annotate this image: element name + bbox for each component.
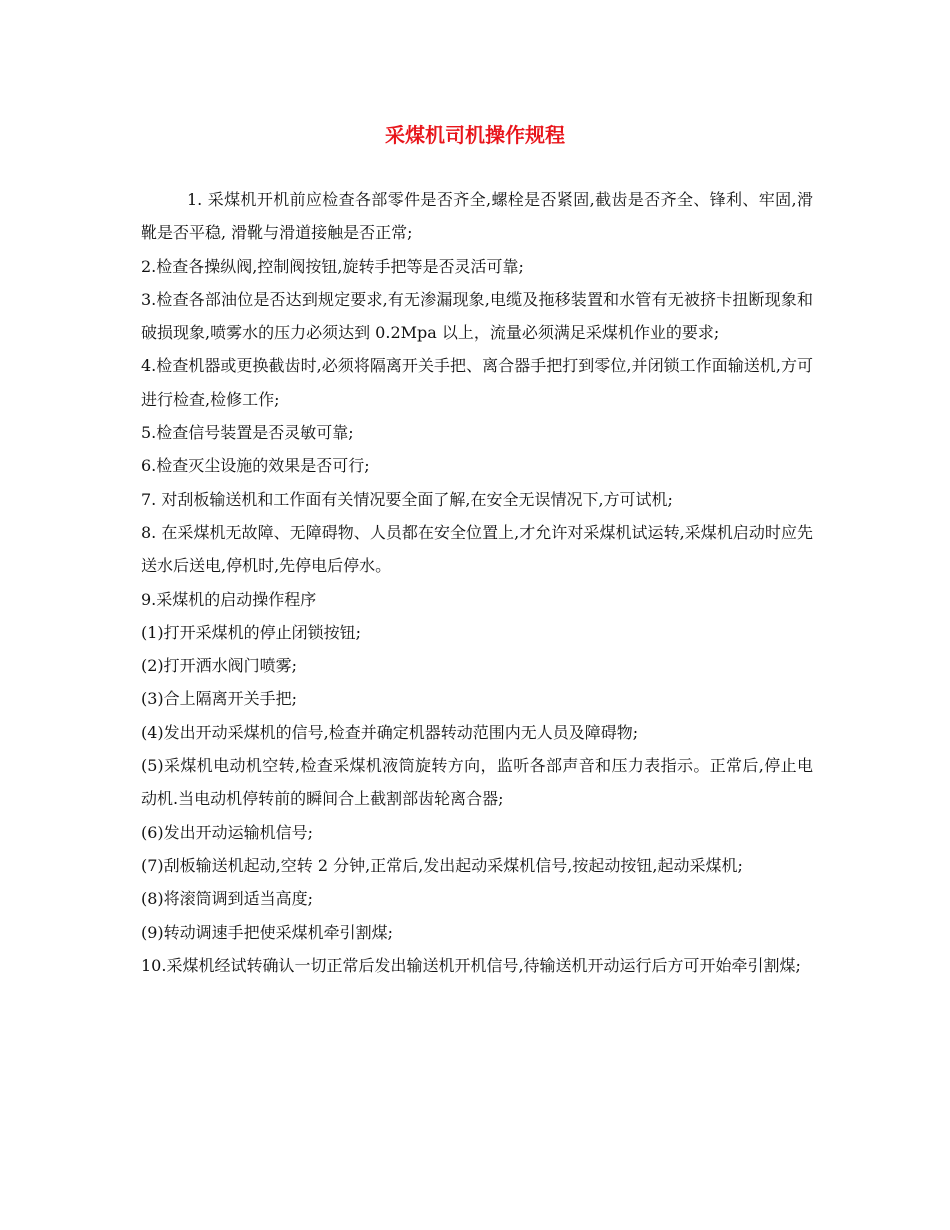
paragraph-5: 5.检查信号装置是否灵敏可靠; — [141, 423, 354, 443]
paragraph-10: 10.采煤机经试转确认一切正常后发出输送机开机信号,待输送机开动运行后方可开始牵引割煤; — [141, 955, 801, 975]
step-5: (5)采煤机电动机空转,检查采煤机液筒旋转方向，监听各部声音和压力表指示。正常后,停止电动机.当电动机停转前的瞬间合上截割部齿轮离合器; — [141, 756, 813, 809]
paragraph-3: 3.检查各部油位是否达到规定要求,有无渗漏现象,电缆及拖移装置和水管有无被挤卡扭断现象和破损现象,喷雾水的压力必须达到 0.2Mpa 以上，流量必须满足采煤机作业的要求; — [141, 289, 813, 343]
step-8: (8)将滚筒调到适当高度; — [141, 889, 314, 909]
paragraph-1: 1. 采煤机开机前应检查各部零件是否齐全,螺栓是否紧固,截齿是否齐全、锋利、牢固,滑靴是否平稳, 滑靴与滑道接触是否正常; — [141, 190, 813, 243]
document-body — [141, 183, 813, 982]
step-4: (4)发出开动采煤机的信号,检查并确定机器转动范围内无人员及障碍物; — [141, 722, 639, 742]
paragraph-8: 8. 在采煤机无故障、无障碍物、人员都在安全位置上,才允许对采煤机试运转,采煤机启动时应先送水后送电,停机时,先停电后停水。 — [141, 522, 813, 576]
step-6: (6)发出开动运输机信号; — [141, 822, 314, 842]
paragraph-9: 9.采煤机的启动操作程序 — [141, 589, 317, 609]
paragraph-4: 4.检查机器或更换截齿时,必须将隔离开关手把、离合器手把打到零位,并闭锁工作面输送机,方可进行检查,检修工作; — [141, 356, 813, 409]
paragraph-2: 2.检查各操纵阀,控制阀按钮,旋转手把等是否灵活可靠; — [141, 256, 524, 276]
paragraph-7: 7. 对刮板输送机和工作面有关情况要全面了解,在安全无误情况下,方可试机; — [141, 489, 673, 509]
step-9: (9)转动调速手把使采煤机牵引割煤; — [141, 922, 394, 942]
step-2: (2)打开洒水阀门喷雾; — [141, 656, 298, 676]
step-3: (3)合上隔离开关手把; — [141, 689, 298, 709]
paragraph-6: 6.检查灭尘设施的效果是否可行; — [141, 456, 370, 476]
step-7: (7)刮板输送机起动,空转 2 分钟,正常后,发出起动采煤机信号,按起动按钮,起动采煤机; — [141, 855, 743, 875]
step-1: (1)打开采煤机的停止闭锁按钮; — [141, 622, 362, 642]
document-title: 采煤机司机操作规程 — [385, 123, 565, 147]
